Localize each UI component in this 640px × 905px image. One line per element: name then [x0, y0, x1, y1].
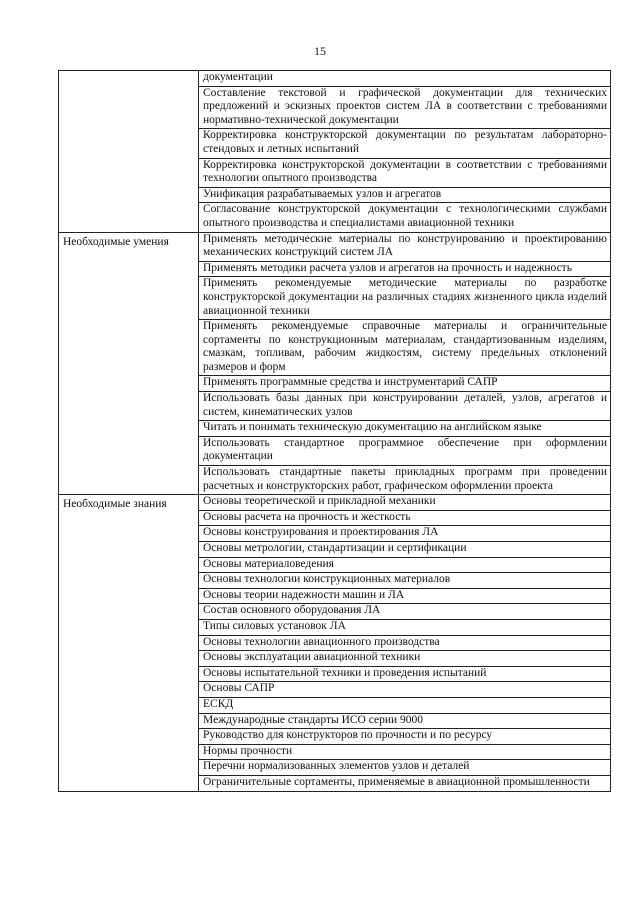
- qualification-table: [58, 70, 611, 792]
- section-items: [199, 71, 611, 233]
- list-item: Основы теоретической и прикладной механики: [199, 495, 610, 511]
- section-row: [59, 495, 611, 791]
- list-item: Основы материаловедения: [199, 558, 610, 574]
- list-item: Основы метрологии, стандартизации и сертификации: [199, 542, 610, 558]
- section-row: [59, 232, 611, 495]
- list-item: Основы конструирования и проектирования ЛА: [199, 526, 610, 542]
- list-item: документации: [199, 71, 610, 87]
- list-item: Основы технологии конструкционных материалов: [199, 573, 610, 589]
- list-item: Основы технологии авиационного производства: [199, 636, 610, 652]
- list-item: Нормы прочности: [199, 745, 610, 761]
- list-item: Основы эксплуатации авиационной техники: [199, 651, 610, 667]
- list-item: Применять программные средства и инструментарий САПР: [199, 376, 610, 392]
- list-item: ЕСКД: [199, 698, 610, 714]
- list-item: Перечни нормализованных элементов узлов и деталей: [199, 760, 610, 776]
- list-item: Составление текстовой и графической документации для технических предложений и эскизных проектов систем ЛА в соответствии с требованиями нормативно-технической документации: [199, 87, 610, 130]
- list-item: Руководство для конструкторов по прочности и по ресурсу: [199, 729, 610, 745]
- list-item: Использовать стандартное программное обеспечение при оформлении документации: [199, 437, 610, 466]
- list-item: Использовать стандартные пакеты прикладных программ при проведении расчетных и конструкторских работ, графическом оформлении проекта: [203, 466, 607, 492]
- list-item: Основы испытательной техники и проведения испытаний: [199, 667, 610, 683]
- list-item: Типы силовых установок ЛА: [199, 620, 610, 636]
- section-label: Необходимые знания: [59, 495, 199, 791]
- list-item: Использовать базы данных при конструировании деталей, узлов, агрегатов и систем, кинематических узлов: [199, 392, 610, 421]
- list-item: Применять методические материалы по конструированию и проектированию механических конструкций систем ЛА: [199, 233, 610, 262]
- list-item: Основы теории надежности машин и ЛА: [199, 589, 610, 605]
- section-items: [199, 232, 611, 495]
- list-item: Применять рекомендуемые методические материалы по разработке конструкторской документации на различных стадиях жизненного цикла изделий авиационной техники: [199, 277, 610, 320]
- list-item: Международные стандарты ИСО серии 9000: [199, 714, 610, 730]
- list-item: Унификация разрабатываемых узлов и агрегатов: [199, 188, 610, 204]
- list-item: Корректировка конструкторской документации в соответствии с требованиями технологии опытного производства: [199, 159, 610, 188]
- section-items: [199, 495, 611, 791]
- list-item: Читать и понимать техническую документацию на английском языке: [199, 421, 610, 437]
- list-item: Состав основного оборудования ЛА: [199, 604, 610, 620]
- list-item: Ограничительные сортаменты, применяемые в авиационной промышленности: [203, 775, 590, 788]
- section-row: [59, 71, 611, 233]
- section-label: [59, 71, 199, 233]
- list-item: Основы расчета на прочность и жесткость: [199, 511, 610, 527]
- list-item: Основы САПР: [199, 682, 610, 698]
- list-item: Применять методики расчета узлов и агрегатов на прочность и надежность: [199, 262, 610, 278]
- list-item: Согласование конструкторской документации с технологическими службами опытного производства и специалистами авиационной техники: [203, 203, 607, 229]
- section-label: Необходимые умения: [59, 232, 199, 495]
- list-item: Применять рекомендуемые справочные материалы и ограничительные сортаменты по конструкционным материалам, стандартизованным изделиям, смазкам, топливам, рабочим жидкостям, систему предельных отклонений размеров и форм: [199, 320, 610, 376]
- page-number: 15: [314, 44, 326, 58]
- list-item: Корректировка конструкторской документации по результатам лабораторно-стендовых и летных испытаний: [199, 129, 610, 158]
